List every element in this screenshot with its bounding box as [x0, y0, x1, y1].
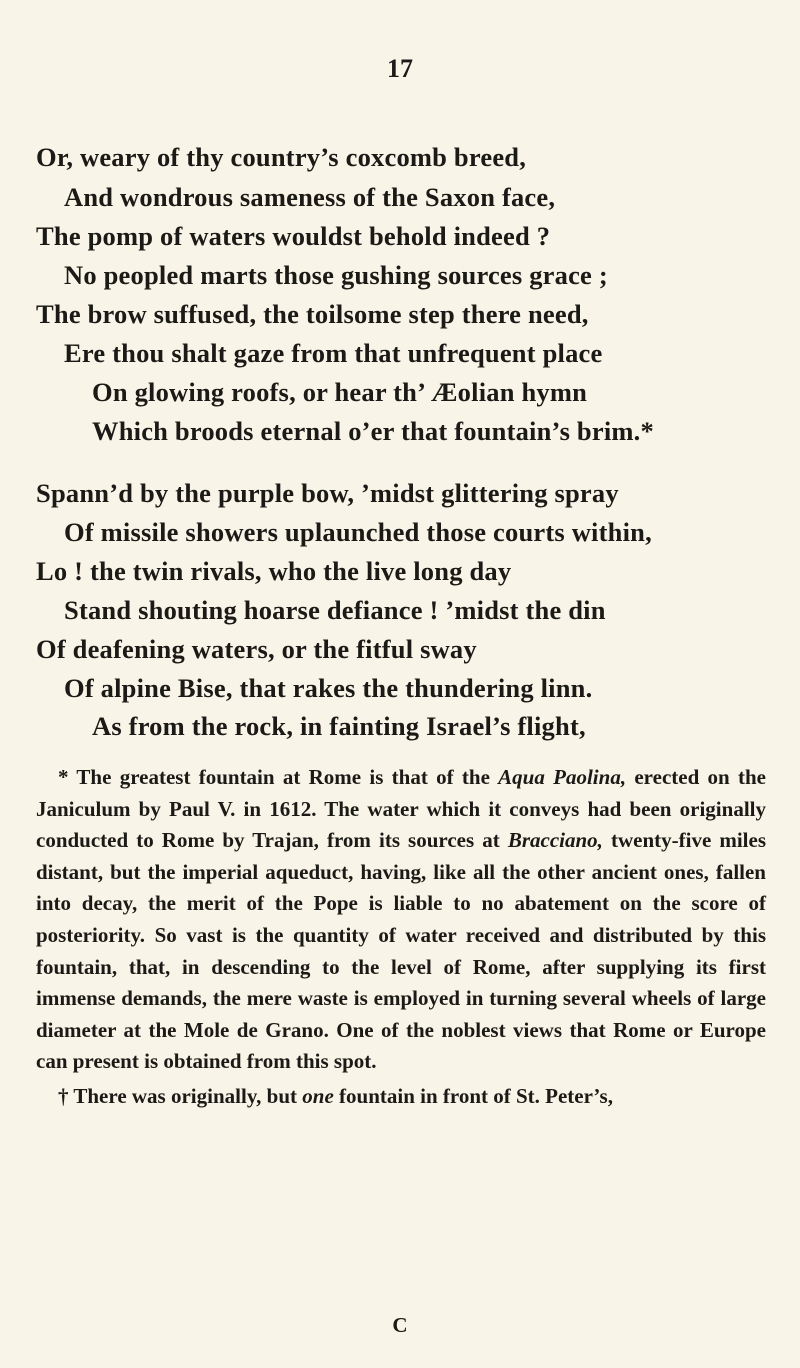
footnote-marker: *	[58, 765, 69, 789]
footnotes	[36, 762, 766, 1113]
signature-mark: C	[392, 1313, 408, 1337]
poem-line: On glowing roofs, or hear th’ Æolian hymn	[92, 377, 588, 407]
footnote-text: erected on the Janiculum by Paul V. in 1612. The water which it conveys had been originally conducted to Rome by Trajan, from its sources at	[36, 765, 766, 853]
poem-line: Of deafening waters, or the fitful sway	[36, 634, 477, 664]
page-number: 17	[387, 54, 413, 83]
poem-line: Lo ! the twin rivals, who the live long day	[36, 556, 512, 586]
poem-line: Or, weary of thy country’s coxcomb breed,	[36, 142, 527, 172]
poem-line: As from the rock, in fainting Israel’s flight,	[92, 711, 586, 741]
footnote-1	[36, 762, 766, 1078]
footnote-text: The greatest fountain at Rome is that of the	[68, 765, 499, 789]
poem-line: Of missile showers uplaunched those courts within,	[64, 517, 652, 547]
footnote-text: There was originally, but	[68, 1083, 303, 1108]
footnote-italic-text: Aqua Paolina,	[498, 765, 627, 789]
footnote-text: fountain in front of St. Peter’s,	[333, 1083, 613, 1108]
poem-line: Spann’d by the purple bow, ’midst glittering spray	[36, 478, 619, 508]
poem-line: Ere thou shalt gaze from that unfrequent place	[64, 338, 603, 368]
poem-line: The pomp of waters wouldst behold indeed ?	[36, 221, 551, 251]
poem-line: Which broods eternal o’er that fountain’s brim.*	[92, 416, 654, 446]
poem-line: Stand shouting hoarse defiance ! ’midst the din	[64, 595, 606, 625]
poem-line: No peopled marts those gushing sources grace ;	[64, 260, 608, 290]
footnote-marker: †	[58, 1083, 69, 1108]
footnote-text: twenty-five miles distant, but the imperial aqueduct, having, like all the other ancient ones, fallen into decay, the merit of the Pope is liable to no abatement on the score of posteriority. So vast is the quantity of water received and distributed by this fountain, that, in descending to the level of Rome, after supplying its first immense demands, the mere waste is employed in turning several wheels of large diameter at the Mole de Grano. One of the noblest views that Rome or Europe can present is obtained from this spot.	[36, 828, 766, 1074]
poem-line: And wondrous sameness of the Saxon face,	[64, 182, 556, 212]
footnote-italic-text: one	[302, 1083, 334, 1108]
footnote-italic-text: Bracciano,	[507, 828, 603, 853]
poem-line: The brow suffused, the toilsome step there need,	[36, 299, 589, 329]
footnote-2	[36, 1081, 766, 1113]
poem-line: Of alpine Bise, that rakes the thundering linn.	[64, 673, 593, 703]
